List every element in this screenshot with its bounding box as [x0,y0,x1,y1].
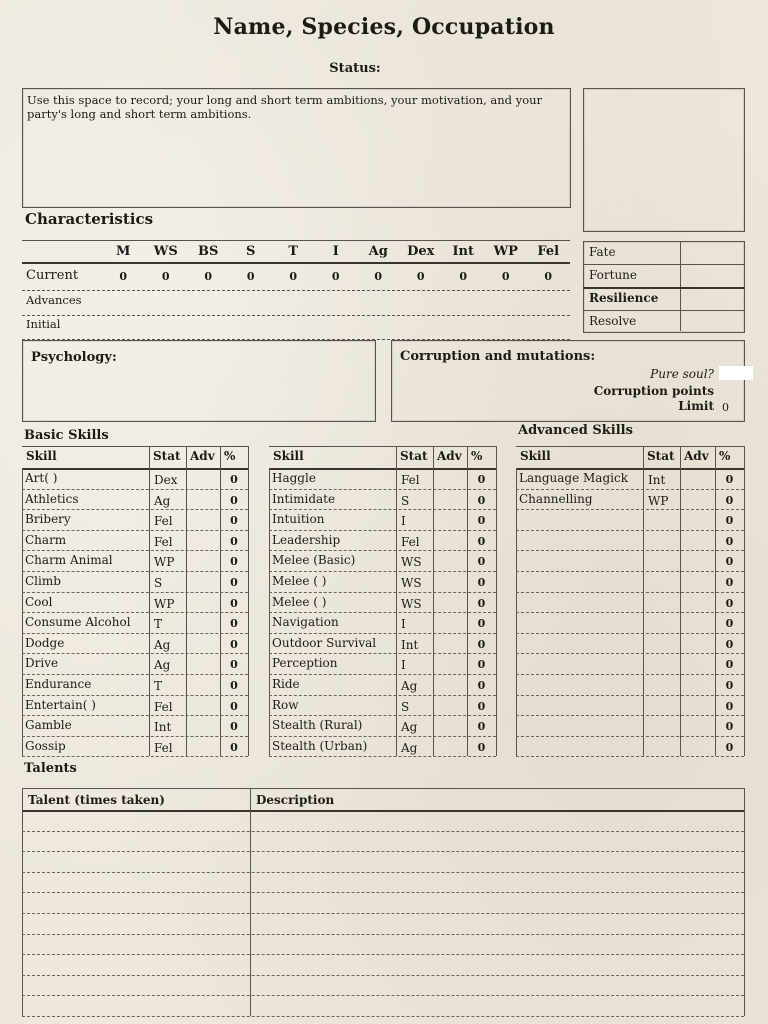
limit-label: Limit [678,399,714,413]
char-row-rule [22,290,570,291]
basic-right-skill-stat: S [401,699,410,714]
limit-value: 0 [722,401,729,414]
basic-right-skill-percent: 0 [477,514,486,528]
advanced-adv-input[interactable] [681,551,714,570]
basic-right-adv-input[interactable] [434,469,466,488]
talent-description-cell[interactable] [251,914,743,933]
basic-left-skill-percent: 0 [230,596,238,610]
basic-left-col-line [149,446,150,756]
talent-name-cell[interactable] [23,914,249,933]
corruption-title: Corruption and mutations: [400,349,596,364]
basic-left-skill-percent: 0 [230,555,238,569]
basic-left-skill-stat: T [154,679,163,693]
basic-left-adv-input[interactable] [187,510,219,529]
basic-right-skill-stat: Ag [401,720,418,735]
corruption-points-label: Corruption points [593,384,714,398]
advanced-row-rule [516,756,744,757]
basic-right-skill-percent: 0 [477,740,486,754]
basic-left-adv-input[interactable] [187,572,219,591]
advanced-skill-percent: 0 [725,576,734,589]
talent-description-cell[interactable] [251,955,743,974]
basic-right-adv-input[interactable] [434,737,466,756]
char-col-header: T [288,244,299,259]
fate-row-rule [583,310,744,311]
pure-soul-label: Pure soul? [650,367,714,381]
char-col-header: WS [153,244,178,259]
talent-row-rule [22,1016,744,1017]
talent-name-cell[interactable] [23,893,249,912]
talent-name-cell[interactable] [23,873,249,892]
basic-right-skill-percent: 0 [477,534,486,548]
basic-right-adv-input[interactable] [434,572,466,591]
basic-left-skill-stat: Ag [154,658,171,673]
advanced-adv-input[interactable] [681,490,714,509]
fate-row-rule [583,287,744,289]
advanced-skill-percent: 0 [725,493,734,507]
basic-right-skill-name: Melee ( ) [272,574,327,588]
advanced-skill-percent: 0 [725,534,734,548]
basic-right-col-line [396,446,397,756]
char-value[interactable]: 0 [204,270,213,283]
char-col-header: BS [198,244,219,259]
char-row-label: Current [26,268,79,283]
basic-right-skill-percent: 0 [477,637,486,651]
char-value[interactable]: 0 [501,270,510,283]
char-top-rule [22,240,570,241]
basic-left-skill-percent: 0 [230,473,238,486]
basic-right-skill-name: Intimidate [272,491,336,506]
basic-right-adv-input[interactable] [434,716,466,735]
basic-left-skill-name: Consume Alcohol [25,615,131,630]
advanced-skill-percent: 0 [725,679,734,692]
basic-right-skill-name: Melee ( ) [272,594,327,609]
advanced-skill-stat: Int [648,473,666,487]
basic-right-skill-percent: 0 [477,596,486,610]
basic-left-col-line [248,446,249,756]
basic-left-adv-input[interactable] [187,675,219,694]
basic-left-top-rule [22,446,248,447]
basic-left-adv-input[interactable] [187,551,219,570]
basic-left-row-rule [22,756,248,757]
basic-right-skill-name: Row [272,697,299,712]
advanced-skill-percent: 0 [725,514,734,528]
basic-right-adv-input[interactable] [434,675,466,694]
talent-top-rule [22,788,744,789]
basic-left-skill-stat: Fel [154,514,173,529]
fate-value-cell[interactable] [681,311,742,331]
talent-name-cell[interactable] [23,832,249,851]
basic-left-header: % [224,449,236,463]
char-col-header: M [116,244,131,259]
basic-right-adv-input[interactable] [434,696,466,715]
talent-col-header: Talent (times taken) [28,793,165,807]
advanced-header: Skill [520,449,551,463]
psychology-title: Psychology: [31,350,117,365]
advanced-top-rule [516,446,744,447]
advanced-header: Stat [647,449,675,463]
fate-label: Fortune [589,268,638,282]
char-value[interactable]: 0 [459,270,468,283]
char-col-header: Ag [368,244,388,259]
advanced-adv-input[interactable] [681,654,714,673]
basic-right-skill-percent: 0 [477,679,486,692]
char-value[interactable]: 0 [246,270,255,283]
ambitions-text: Use this space to record; your long and short term ambitions, your motivation, and your party's long and short term ambitions. [27,93,543,121]
basic-left-skill-name: Dodge [25,635,65,650]
basic-left-skill-percent: 0 [230,514,238,528]
basic-right-adv-input[interactable] [434,593,466,612]
char-value[interactable]: 0 [119,270,128,283]
talents-title: Talents [24,761,77,776]
basic-left-adv-input[interactable] [187,696,219,715]
fate-label: Fate [589,245,616,259]
basic-left-skill-name: Bribery [25,512,71,527]
basic-right-col-line [496,446,497,756]
char-col-header: Dex [407,244,435,259]
basic-left-skill-name: Entertain( ) [25,697,96,712]
basic-right-skill-stat: Int [401,637,419,652]
basic-right-skill-name: Melee (Basic) [272,553,356,568]
basic-left-skill-percent: 0 [230,637,238,651]
advanced-skill-percent: 0 [725,617,734,631]
basic-left-header: Skill [26,449,57,463]
advanced-skill-percent: 0 [725,473,734,486]
talent-description-cell[interactable] [251,893,743,912]
basic-right-skill-stat: Ag [401,679,418,693]
talent-description-cell[interactable] [251,811,743,830]
basic-left-skill-percent: 0 [230,493,238,507]
advanced-adv-input[interactable] [681,613,714,632]
talent-name-cell[interactable] [23,852,249,871]
talent-description-cell[interactable] [251,852,743,871]
basic-right-skill-stat: Ag [401,740,418,755]
basic-right-skill-stat: I [401,514,406,529]
advanced-skill-percent: 0 [725,555,734,569]
talent-description-cell[interactable] [251,976,743,995]
basic-right-skill-name: Stealth (Rural) [272,718,363,733]
corruption-box[interactable] [391,340,745,422]
advanced-col-line [643,446,644,756]
talent-name-cell[interactable] [23,996,249,1015]
talent-description-cell[interactable] [251,996,743,1015]
char-row-label: Initial [26,317,61,331]
fate-value-cell[interactable] [681,265,742,285]
advanced-adv-input[interactable] [681,572,714,591]
basic-right-skill-name: Stealth (Urban) [272,738,368,753]
basic-right-skill-stat: Fel [401,473,420,487]
talent-description-cell[interactable] [251,935,743,954]
fate-label: Resolve [589,314,637,328]
char-value[interactable]: 0 [161,270,170,283]
basic-left-skill-percent: 0 [230,576,238,589]
basic-right-skill-stat: WS [401,596,422,611]
basic-right-adv-input[interactable] [434,613,466,632]
basic-right-skill-stat: WS [401,576,422,590]
basic-left-adv-input[interactable] [187,634,219,653]
basic-left-skill-stat: S [154,576,163,590]
advanced-adv-input[interactable] [681,531,714,550]
fate-label: Resilience [589,291,659,305]
basic-left-skill-name: Charm [25,532,67,547]
basic-skills-title: Basic Skills [24,428,109,443]
basic-right-adv-input[interactable] [434,490,466,509]
fate-value-cell[interactable] [681,242,742,262]
char-value[interactable]: 0 [289,270,298,283]
basic-right-skill-stat: Fel [401,534,420,549]
basic-right-row-rule [269,756,496,757]
basic-left-header: Stat [153,449,181,463]
basic-left-adv-input[interactable] [187,613,219,632]
advanced-skill-name: Language Magick [519,471,628,485]
advanced-adv-input[interactable] [681,675,714,694]
basic-right-skill-name: Haggle [272,471,316,485]
basic-left-skill-name: Climb [25,574,61,588]
basic-left-adv-input[interactable] [187,593,219,612]
talent-description-cell[interactable] [251,832,743,851]
advanced-skill-percent: 0 [725,720,734,734]
basic-right-skill-percent: 0 [477,555,486,569]
basic-left-skill-stat: Dex [154,473,178,487]
char-col-header: Fel [537,244,560,259]
basic-left-skill-stat: Ag [154,493,171,508]
status-label: Status: [329,61,381,76]
advanced-header: % [719,449,731,463]
basic-left-header: Adv [190,449,215,463]
advanced-adv-input[interactable] [681,737,714,756]
char-col-header: Int [452,244,475,259]
basic-left-skill-percent: 0 [230,658,238,672]
psychology-box[interactable] [22,340,376,422]
basic-left-skill-name: Cool [25,594,53,609]
basic-right-header: Skill [273,449,304,463]
basic-left-skill-stat: Fel [154,740,173,755]
basic-right-header: % [471,449,483,463]
basic-right-adv-input[interactable] [434,510,466,529]
basic-right-skill-stat: S [401,493,410,508]
basic-left-adv-input[interactable] [187,490,219,509]
basic-left-skill-stat: Fel [154,699,173,714]
talent-right-line [744,788,745,1016]
basic-right-skill-stat: I [401,658,406,673]
advanced-adv-input[interactable] [681,593,714,612]
basic-left-adv-input[interactable] [187,737,219,756]
basic-right-header: Stat [400,449,428,463]
portrait-box[interactable] [583,88,745,232]
fate-row-rule [583,264,744,265]
basic-left-skill-percent: 0 [230,534,238,548]
basic-right-adv-input[interactable] [434,654,466,673]
basic-left-skill-percent: 0 [230,720,238,734]
basic-right-top-rule [269,446,496,447]
char-value[interactable]: 0 [544,270,553,283]
basic-left-adv-input[interactable] [187,654,219,673]
basic-left-skill-name: Gamble [25,718,72,733]
basic-left-adv-input[interactable] [187,469,219,488]
basic-left-skill-name: Drive [25,656,59,671]
basic-right-skill-stat: I [401,617,406,632]
advanced-adv-input[interactable] [681,510,714,529]
char-col-header: WP [493,244,518,259]
basic-right-skill-percent: 0 [477,617,486,631]
advanced-skill-percent: 0 [725,740,734,754]
advanced-skills-title: Advanced Skills [518,423,633,438]
basic-right-skill-percent: 0 [477,576,486,589]
description-col-header: Description [256,793,335,807]
char-value[interactable]: 0 [374,270,383,283]
basic-right-skill-stat: WS [401,555,422,570]
basic-left-skill-percent: 0 [230,699,238,713]
char-col-header: I [332,244,339,259]
basic-left-skill-stat: WP [154,555,175,570]
basic-right-skill-name: Leadership [272,532,341,547]
advanced-adv-input[interactable] [681,634,714,653]
basic-left-adv-input[interactable] [187,716,219,735]
basic-right-skill-name: Perception [272,656,338,671]
basic-left-skill-percent: 0 [230,679,238,692]
basic-right-skill-name: Navigation [272,615,339,630]
advanced-skill-percent: 0 [725,699,734,713]
basic-right-header: Adv [437,449,462,463]
fate-value-cell[interactable] [681,288,742,308]
pure-soul-checkbox[interactable] [719,366,753,380]
advanced-adv-input[interactable] [681,716,714,735]
talent-name-cell[interactable] [23,811,249,830]
talent-name-cell[interactable] [23,955,249,974]
advanced-col-line [744,446,745,756]
advanced-adv-input[interactable] [681,696,714,715]
basic-right-skill-name: Outdoor Survival [272,635,377,650]
basic-right-skill-percent: 0 [477,720,486,734]
basic-left-skill-name: Endurance [25,677,92,691]
page-title: Name, Species, Occupation [213,14,555,40]
char-value[interactable]: 0 [331,270,340,283]
basic-left-skill-name: Athletics [25,491,79,506]
basic-right-adv-input[interactable] [434,531,466,550]
basic-left-skill-stat: T [154,617,163,632]
char-value[interactable]: 0 [416,270,425,283]
advanced-skill-stat: WP [648,493,669,508]
talent-name-cell[interactable] [23,976,249,995]
advanced-skill-name: Channelling [519,491,593,506]
ambitions-box[interactable] [22,88,571,208]
basic-left-skill-stat: Int [154,720,172,735]
basic-right-skill-name: Ride [272,677,300,691]
advanced-skill-percent: 0 [725,637,734,651]
basic-left-adv-input[interactable] [187,531,219,550]
basic-right-adv-input[interactable] [434,634,466,653]
advanced-header: Adv [684,449,709,463]
advanced-adv-input[interactable] [681,469,714,488]
basic-left-skill-stat: Ag [154,637,171,652]
basic-right-skill-percent: 0 [477,658,486,672]
char-row-rule [22,315,570,316]
basic-right-skill-percent: 0 [477,699,486,713]
basic-left-skill-stat: Fel [154,534,173,549]
basic-left-skill-percent: 0 [230,740,238,754]
basic-left-skill-stat: WP [154,596,175,611]
talent-description-cell[interactable] [251,873,743,892]
basic-left-skill-percent: 0 [230,617,238,631]
basic-right-skill-percent: 0 [477,493,486,507]
basic-left-skill-name: Art( ) [25,471,58,485]
characteristics-title: Characteristics [25,210,154,228]
talent-name-cell[interactable] [23,935,249,954]
char-header-rule [22,262,570,264]
basic-left-skill-name: Gossip [25,738,66,753]
advanced-skill-percent: 0 [725,658,734,672]
basic-right-skill-name: Intuition [272,512,325,527]
advanced-skill-percent: 0 [725,596,734,610]
basic-right-adv-input[interactable] [434,551,466,570]
basic-left-skill-name: Charm Animal [25,553,113,568]
char-row-label: Advances [26,293,82,307]
char-col-header: S [246,244,256,259]
basic-right-skill-percent: 0 [477,473,486,486]
